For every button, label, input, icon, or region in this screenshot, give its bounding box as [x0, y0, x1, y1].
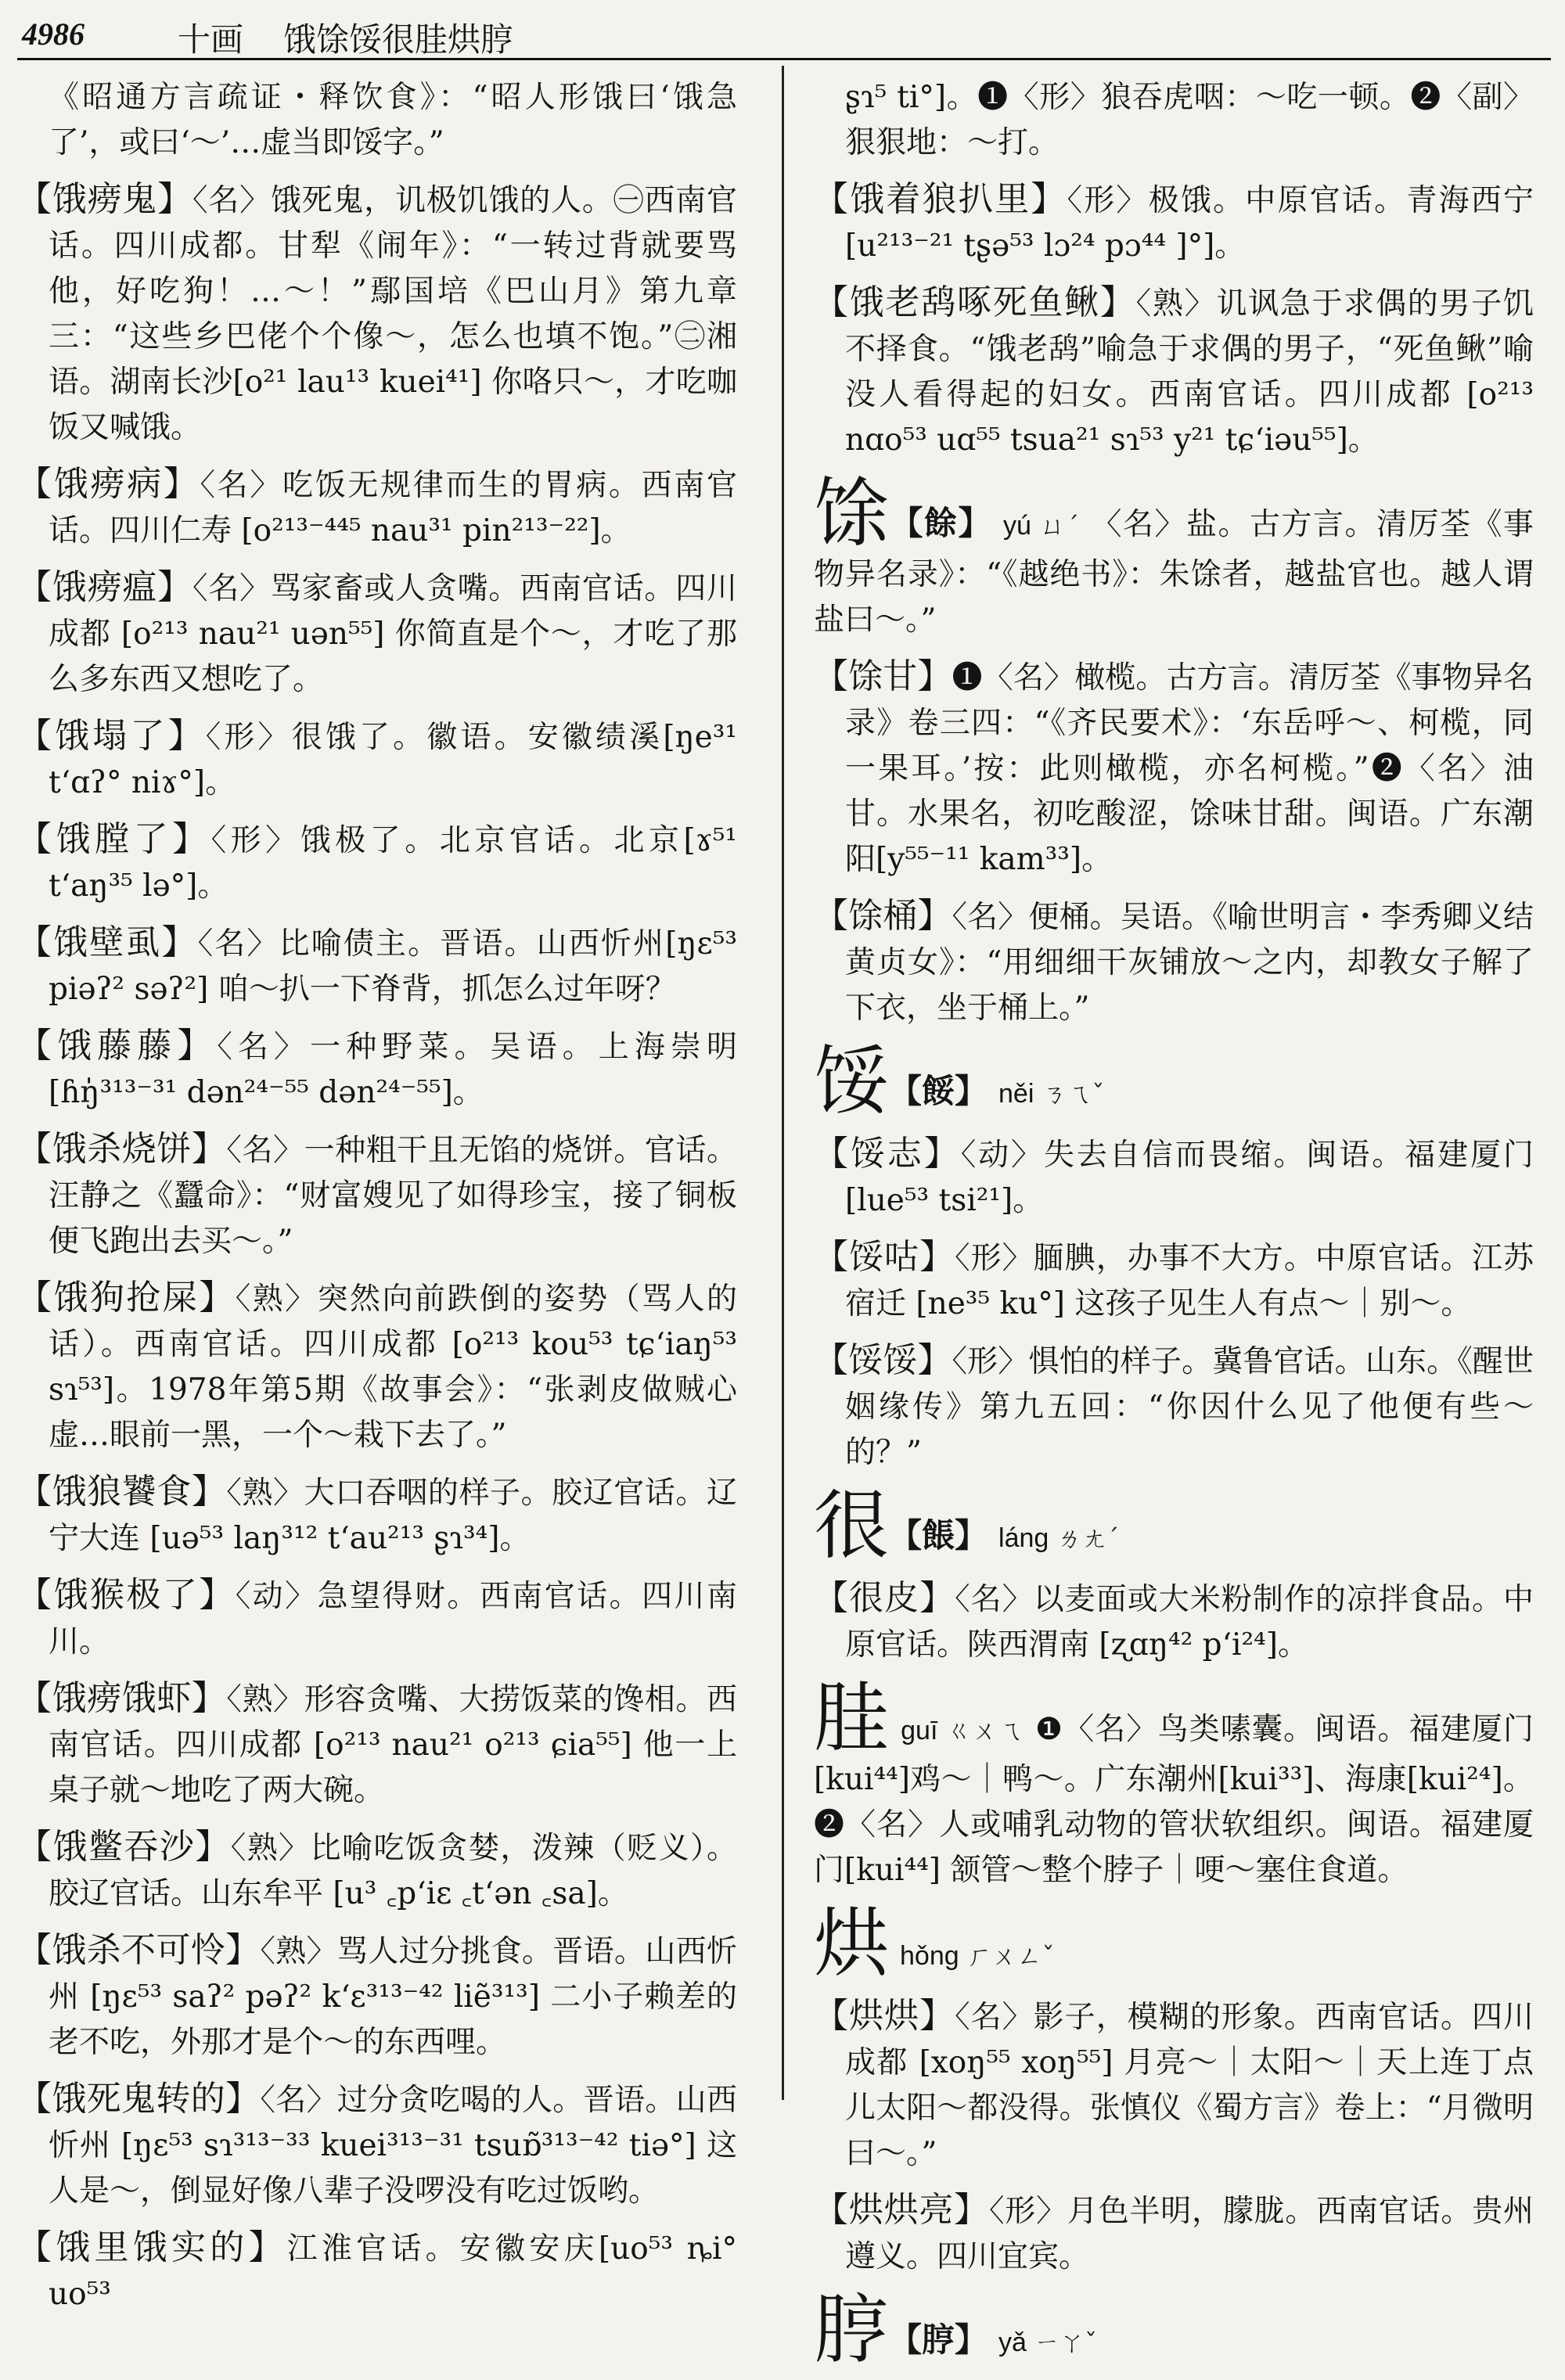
entry-headword: 【饿痨鬼】	[17, 179, 192, 219]
pinyin-reading: yú	[1003, 511, 1031, 541]
character-definition: 〈名〉盐。古方言。清厉荃《事物异名录》：“《越绝书》：朱馀者，越盐官也。越人谓盐曰～。”	[814, 507, 1534, 638]
entry-headword: 【馀桶】	[814, 896, 952, 936]
entry-headword: 【饿藤藤】	[17, 1026, 218, 1066]
entry-headword: 【饿着狼扒里】	[814, 179, 1067, 219]
dictionary-entry	[814, 654, 1534, 883]
dictionary-entry	[814, 1994, 1534, 2177]
entry-headword: 【饿狗抢屎】	[17, 1278, 236, 1318]
left-column	[17, 75, 737, 2328]
pinyin-reading: guī	[901, 1716, 938, 1745]
dictionary-entry	[17, 1573, 737, 1665]
dictionary-entry	[17, 1825, 737, 1917]
entry-definition: 〈形〉惧怕的样子。冀鲁官话。山东。《醒世姻缘传》第九五回：“你因什么见了他便有些～的？”	[845, 1344, 1534, 1470]
column-divider	[782, 66, 784, 2100]
zhuyin-reading: ㄌㄤˊ	[1056, 1523, 1120, 1553]
entry-headword: 【馁志】	[814, 1134, 961, 1174]
entry-headword: 【馁馁】	[814, 1340, 952, 1380]
traditional-form: 【餒】	[889, 1072, 988, 1110]
character-definition: ❶〈名〉鸟类嗉囊。闽语。福建厦门[kui⁴⁴]鸡～｜鸭～。广东潮州[kui³³]、海康[kui²⁴]。❷〈名〉人或哺乳动物的管状软组织。闽语。福建厦门[kui⁴⁴] 颔管～整个脖子｜哽～塞住食道。	[814, 1712, 1534, 1888]
dictionary-entry	[17, 1127, 737, 1264]
dictionary-entry	[814, 893, 1534, 1031]
dictionary-entry	[814, 1576, 1534, 1668]
dictionary-entry	[17, 817, 737, 909]
entry-definition: 〈名〉比喻债主。晋语。山西忻州[ŋɛ⁵³ piəʔ² səʔ²] 咱～扒一下脊背，抓怎么过年呀？	[49, 926, 737, 1007]
head-character: 烘	[814, 1900, 889, 1987]
zhuyin-reading: ㄍㄨㄟ	[945, 1716, 1024, 1745]
dictionary-entry	[17, 1676, 737, 1814]
entry-definition: 〈形〉很饿了。徽语。安徽绩溪[ŋe³¹ tʻɑʔ° niɤ°]。	[49, 720, 738, 800]
entry-definition: 〈名〉骂家畜或人贪嘴。西南官话。四川成都 [o²¹³ nau²¹ uən⁵⁵] 你简直是个～，才吃了那么多东西又想吃了。	[49, 571, 737, 697]
entry-definition: 〈熟〉比喻吃饭贪婪，泼辣（贬义）。胶辽官话。山东牟平 [u³ ꜀pʻiɛ ꜀tʻən ꜀sa]。	[49, 1831, 737, 1911]
entry-definition: 〈名〉过分贪吃喝的人。晋语。山西忻州 [ŋɛ⁵³ sɿ³¹³⁻³³ kuei³¹³⁻³¹ tsuɒ̃³¹³⁻⁴² tiə°] 这人是～，倒显好像八辈子没啰没有吃过饭哟。	[49, 2083, 737, 2209]
dictionary-entry	[17, 1023, 737, 1116]
head-character: 胿	[814, 1674, 890, 1762]
pinyin-reading: láng	[998, 1523, 1049, 1553]
head-character-block	[814, 1037, 1534, 1125]
pinyin-reading: něi	[998, 1079, 1034, 1109]
entry-headword: 【饿痨瘟】	[17, 567, 192, 607]
dictionary-entry	[814, 1235, 1534, 1327]
entry-definition: 〈熟〉突然向前跌倒的姿势（骂人的话）。西南官话。四川成都 [o²¹³ kou⁵³ tɕʻiaŋ⁵³ sɿ⁵³]。1978年第5期《故事会》：“张剥皮做贼心虚…眼前一黑，一个～栽下去了。”	[49, 1282, 737, 1453]
head-character-block	[814, 2286, 1534, 2374]
pinyin-reading: hǒng	[900, 1941, 959, 1971]
page-headwords: 饿馀馁很胿烘脝	[283, 20, 514, 59]
dictionary-entry	[17, 2225, 737, 2317]
entry-definition: 〈形〉饿极了。北京官话。北京[ɤ⁵¹ tʻaŋ³⁵ lə°]。	[49, 823, 737, 904]
zhuyin-reading: ㄏㄨㄥˇ	[966, 1941, 1055, 1971]
entry-definition: 〈形〉月色半明，朦胧。西南官话。贵州遵义。四川宜宾。	[845, 2194, 1534, 2274]
entry-headword: 【饿鳖吞沙】	[17, 1827, 231, 1867]
head-character: 馁	[814, 1037, 889, 1125]
head-character: 馀	[814, 469, 890, 557]
zhuyin-reading: ㄋㄟˇ	[1042, 1079, 1105, 1109]
entry-headword: 【饿死鬼转的】	[17, 2079, 261, 2119]
entry-definition: ❶〈名〉橄榄。古方言。清厉荃《事物异名录》卷三四：“《齐民要术》：‘东岳呼～、柯榄，同一果耳。’按：此则橄榄，亦名柯榄。”❷〈名〉油甘。水果名，初吃酸涩，馀味甘甜。闽语。广东潮阳[y⁵⁵⁻¹¹ kam³³]。	[845, 660, 1534, 877]
zhuyin-reading: ㄧㄚˇ	[1034, 2328, 1097, 2357]
traditional-form: 【脝】	[889, 2321, 988, 2359]
dictionary-entry	[814, 177, 1534, 269]
continued-text: 《昭通方言疏证・释饮食》：“昭人形饿曰‘饿急了’，或曰‘～’…虚当即馁字。”	[49, 80, 737, 160]
head-character-block	[814, 1674, 1534, 1893]
zhuyin-reading: ㄩˊ	[1038, 511, 1081, 541]
section-label: 十画	[178, 20, 244, 59]
entry-headword: 【饿痨饿虾】	[17, 1678, 227, 1718]
dictionary-entry	[814, 280, 1534, 463]
dictionary-entry	[17, 1275, 737, 1458]
dictionary-entry	[17, 2076, 737, 2214]
pinyin-reading: yǎ	[998, 2328, 1027, 2357]
dictionary-entry	[17, 462, 737, 554]
dictionary-entry	[17, 1469, 737, 1562]
traditional-form: 【餦】	[889, 1516, 988, 1555]
entry-definition: 〈名〉以麦面或大米粉制作的凉拌食品。中原官话。陕西渭南 [ʐɑŋ⁴² pʻi²⁴]。	[845, 1582, 1534, 1663]
entry-definition: 〈熟〉大口吞咽的样子。胶辽官话。辽宁大连 [uə⁵³ laŋ³¹² tʻau²¹³ ʂɿ³⁴]。	[49, 1476, 737, 1556]
entry-headword: 【饿塌了】	[17, 716, 206, 756]
right-column	[814, 75, 1534, 2380]
entry-headword: 【烘烘亮】	[814, 2190, 989, 2230]
traditional-form: 【餘】	[890, 504, 993, 542]
dictionary-entry	[814, 1338, 1534, 1476]
entry-definition: 〈名〉便桶。吴语。《喻世明言・李秀卿义结黄贞女》：“用细细干灰铺放～之内，却教女子解了下衣，坐于桶上。”	[845, 900, 1534, 1026]
head-character-block	[814, 1482, 1534, 1569]
dictionary-entry	[814, 1131, 1534, 1224]
entry-definition: 〈形〉腼腆，办事不大方。中原官话。江苏宿迁 [ne³⁵ ku°] 这孩子见生人有点～｜别～。	[845, 1241, 1534, 1321]
entry-definition: 〈名〉一种粗干且无馅的烧饼。官话。汪静之《蠶命》：“财富嫂见了如得珍宝，接了铜板便飞跑出去买～。”	[49, 1133, 737, 1259]
entry-definition: 〈名〉吃饭无规律而生的胃病。西南官话。四川仁寿 [o²¹³⁻⁴⁴⁵ nau³¹ pin²¹³⁻²²]。	[49, 468, 737, 548]
continued-text: ʂɿ⁵ ti°]。❶〈形〉狼吞虎咽：～吃一顿。❷〈副〉狠狠地：～打。	[845, 80, 1534, 160]
entry-definition: 〈名〉饿死鬼，讥极饥饿的人。㊀西南官话。四川成都。甘犁《闹年》：“一转过背就要骂他，好吃狗！…～！”鄢国培《巴山月》第九章三：“这些乡巴佬个个像～，怎么也填不饱。”㊁湘语。湖南长沙[o²¹ lau¹³ kuei⁴¹] 你咯只～，才吃咖饭又喊饿。	[49, 183, 737, 445]
entry-headword: 【饿老鸹啄死鱼鳅】	[814, 282, 1136, 322]
entry-definition: 〈名〉影子，模糊的形象。西南官话。四川成都 [xoŋ⁵⁵ xoŋ⁵⁵] 月亮～｜太阳～｜天上连丁点儿太阳～都没得。张慎仪《蜀方言》卷上：“月微明曰～。”	[845, 2000, 1534, 2171]
entry-headword: 【馀甘】	[814, 656, 952, 696]
entry-headword: 【饿狼饕食】	[17, 1472, 227, 1512]
entry-headword: 【饿杀不可怜】	[17, 1930, 261, 1970]
head-character-block	[814, 469, 1534, 643]
entry-definition: 〈熟〉骂人过分挑食。晋语。山西忻州 [ŋɛ⁵³ saʔ² pəʔ² kʻɛ³¹³⁻⁴² liẽ³¹³] 二小子赖差的老不吃，外那才是个～的东西哩。	[49, 1934, 737, 2060]
entry-headword: 【饿杀烧饼】	[17, 1129, 227, 1169]
dictionary-entry	[17, 920, 737, 1012]
dictionary-entry	[17, 177, 737, 451]
entry-headword: 【饿壁虱】	[17, 922, 198, 962]
dictionary-entry	[17, 714, 737, 806]
entry-headword: 【饿猴极了】	[17, 1575, 236, 1615]
entry-definition: 〈熟〉讥讽急于求偶的男子饥不择食。“饿老鸹”喻急于求偶的男子，“死鱼鳅”喻没人看得起的妇女。西南官话。四川成都 [o²¹³ nɑo⁵³ uɑ⁵⁵ tsua²¹ sɿ⁵³ y²¹ tɕʻiəu⁵⁵]。	[845, 286, 1534, 458]
entry-definition: 江淮官话。安徽安庆[uo⁵³ ȵi° uo⁵³	[49, 2231, 738, 2312]
dictionary-entry	[17, 565, 737, 703]
entry-headword: 【饿里饿实的】	[17, 2227, 287, 2267]
entry-headword: 【烘烘】	[814, 1996, 955, 2036]
page-number: 4986	[22, 16, 85, 52]
entry-headword: 【馁咕】	[814, 1237, 955, 1277]
dictionary-entry	[814, 2188, 1534, 2280]
entry-headword: 【饿膛了】	[17, 819, 211, 859]
head-character-block	[814, 1900, 1534, 1987]
head-character: 很	[814, 1482, 889, 1569]
entry-headword: 【很皮】	[814, 1578, 955, 1618]
entry-definition: 〈动〉失去自信而畏缩。闽语。福建厦门 [lue⁵³ tsi²¹]。	[845, 1138, 1534, 1218]
running-header	[17, 11, 1551, 60]
entry-definition: 〈熟〉形容贪嘴、大捞饭菜的馋相。西南官话。四川成都 [o²¹³ nau²¹ o²¹³ ɕia⁵⁵] 他一上桌子就～地吃了两大碗。	[49, 1682, 737, 1808]
head-character: 脝	[814, 2286, 889, 2374]
entry-definition: 〈形〉极饿。中原官话。青海西宁 [u²¹³⁻²¹ tʂə⁵³ lɔ²⁴ pɔ⁴⁴ ]°]。	[845, 183, 1534, 264]
dictionary-entry	[17, 1928, 737, 2065]
entry-headword: 【饿痨病】	[17, 464, 200, 504]
entry-definition: 〈名〉一种野菜。吴语。上海崇明[ɦŋ̍³¹³⁻³¹ dən²⁴⁻⁵⁵ dən²⁴⁻⁵⁵]。	[49, 1030, 737, 1110]
entry-definition: 〈动〉急望得财。西南官话。四川南川。	[49, 1579, 737, 1659]
